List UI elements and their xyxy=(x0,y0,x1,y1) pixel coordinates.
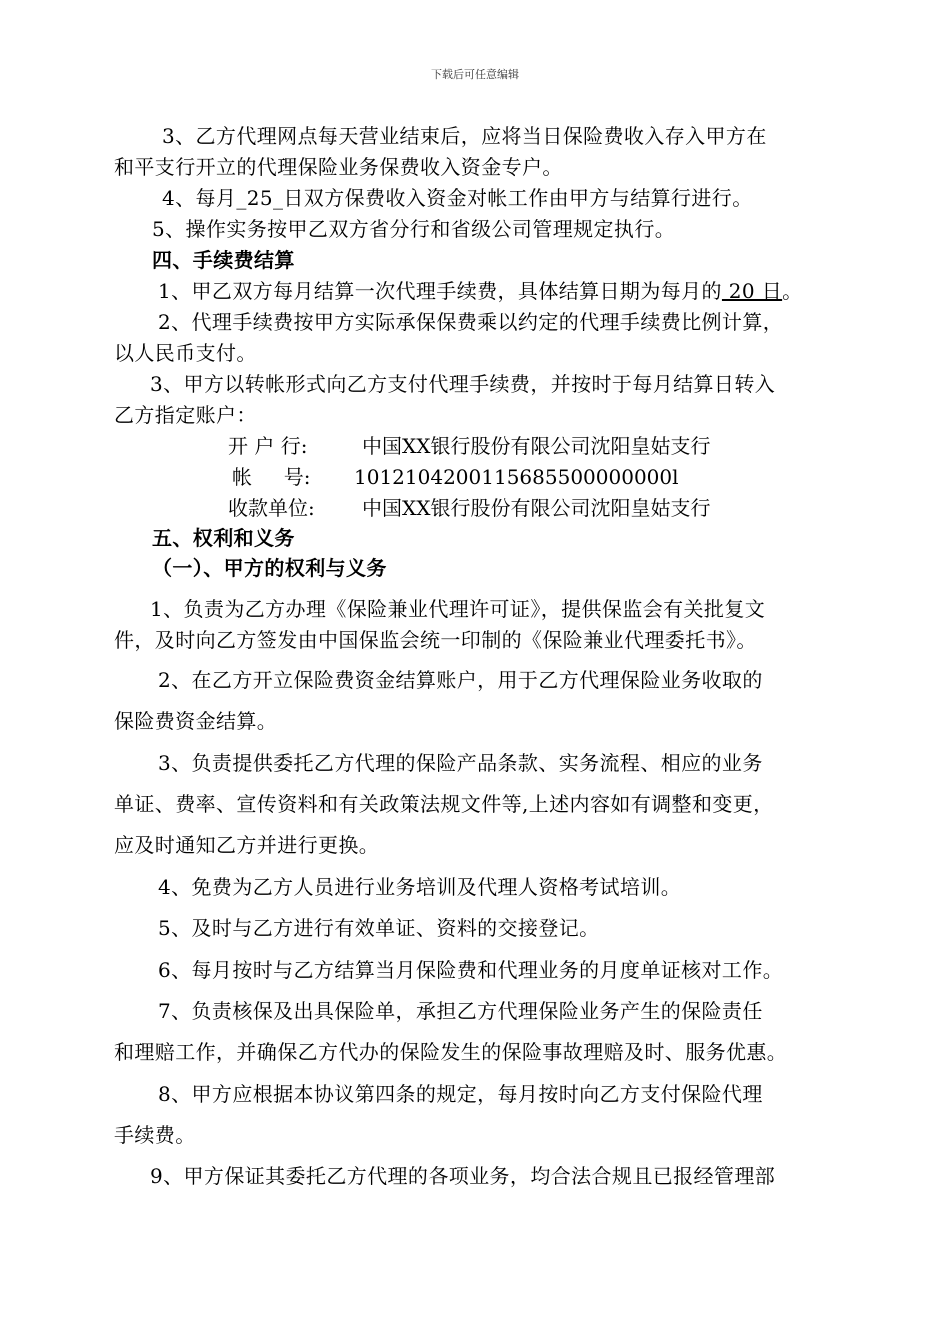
clause-3-line-2: 和平支行开立的代理保险业务保费收入资金专户。 xyxy=(114,155,563,179)
duty-2-line-2: 保险费资金结算。 xyxy=(114,709,278,733)
clause-4-pre: 4、每月 xyxy=(162,186,237,210)
fee-clause-2-line-1: 2、代理手续费按甲方实际承保保费乘以约定的代理手续费比例计算， xyxy=(158,310,784,334)
clause-4 xyxy=(162,186,753,210)
duty-9-line-1: 9、甲方保证其委托乙方代理的各项业务，均合法合规且已报经管理部 xyxy=(150,1164,776,1188)
bank-label: 开 户 行: xyxy=(228,434,308,458)
duty-3-line-2: 单证、费率、宣传资料和有关政策法规文件等,上述内容如有调整和变更， xyxy=(114,792,774,816)
clause-5: 5、操作实务按甲乙双方省分行和省级公司管理规定执行。 xyxy=(152,217,676,241)
fee-clause-3-line-1: 3、甲方以转帐形式向乙方支付代理手续费，并按时于每月结算日转入 xyxy=(150,372,776,396)
account-label: 帐 号: xyxy=(232,465,311,489)
page-header: 下载后可任意编辑 xyxy=(431,68,519,81)
duty-7-line-2: 和理赔工作，并确保乙方代办的保险发生的保险事故理赔及时、服务优惠。 xyxy=(114,1040,788,1064)
clause-4-day: _25_ xyxy=(236,186,284,210)
fee-clause-1-pre: 1、甲乙双方每月结算一次代理手续费，具体结算日期为每月的 xyxy=(158,279,722,303)
fee-clause-1 xyxy=(158,279,803,303)
account-value: 1012104200115685500000000l xyxy=(354,465,679,489)
fee-clause-2-line-2: 以人民币支付。 xyxy=(114,341,257,365)
section-5-heading: 五、权利和义务 xyxy=(152,526,295,550)
payee-label: 收款单位: xyxy=(228,496,315,520)
clause-4-post: 日双方保费收入资金对帐工作由甲方与结算行进行。 xyxy=(283,186,753,210)
duty-2-line-1: 2、在乙方开立保险费资金结算账户，用于乙方代理保险业务收取的 xyxy=(158,668,763,692)
duty-3-line-1: 3、负责提供委托乙方代理的保险产品条款、实务流程、相应的业务 xyxy=(158,751,763,775)
payee-value: 中国XX银行股份有限公司沈阳皇姑支行 xyxy=(362,496,711,520)
section-4-heading: 四、手续费结算 xyxy=(152,248,295,272)
duty-1-line-2: 件，及时向乙方签发由中国保监会统一印制的《保险兼业代理委托书》。 xyxy=(114,628,757,652)
fee-clause-3-line-2: 乙方指定账户： xyxy=(114,403,257,427)
duty-6: 6、每月按时与乙方结算当月保险费和代理业务的月度单证核对工作。 xyxy=(158,958,784,982)
duty-1-line-1: 1、负责为乙方办理《保险兼业代理许可证》，提供保监会有关批复文 xyxy=(150,597,766,621)
clause-3-line-1: 3、乙方代理网点每天营业结束后，应将当日保险费收入存入甲方在 xyxy=(162,124,767,148)
duty-7-line-1: 7、负责核保及出具保险单，承担乙方代理保险业务产生的保险责任 xyxy=(158,999,763,1023)
duty-4: 4、免费为乙方人员进行业务培训及代理人资格考试培训。 xyxy=(158,875,682,899)
duty-5: 5、及时与乙方进行有效单证、资料的交接登记。 xyxy=(158,916,600,940)
duty-3-line-3: 应及时通知乙方并进行更换。 xyxy=(114,833,380,857)
duty-8-line-1: 8、甲方应根据本协议第四条的规定，每月按时向乙方支付保险代理 xyxy=(158,1082,763,1106)
fee-clause-1-post: 。 xyxy=(782,279,803,303)
subsection-1-heading: （一）、甲方的权利与义务 xyxy=(152,556,387,580)
bank-value: 中国XX银行股份有限公司沈阳皇姑支行 xyxy=(362,434,711,458)
fee-clause-1-day: 20 日 xyxy=(721,279,783,303)
duty-8-line-2: 手续费。 xyxy=(114,1123,196,1147)
